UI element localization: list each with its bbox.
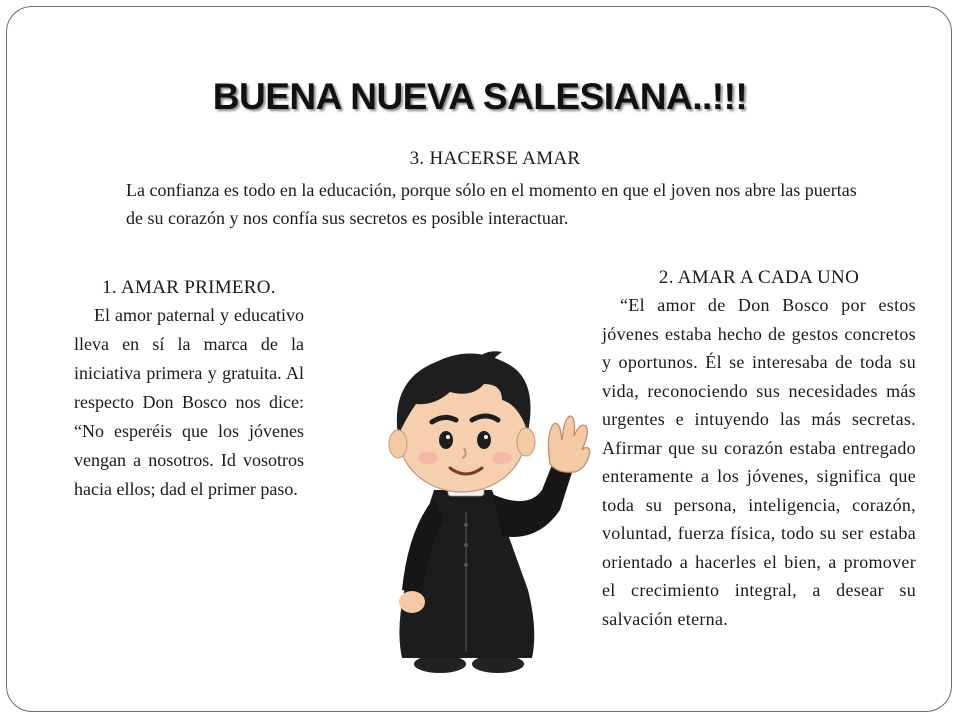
section-3-heading: 3. HACERSE AMAR [409,148,581,169]
section-3-text: La confianza es todo en la educación, porque sólo en el momento en que el joven nos abre las puertas de su corazón y nos confía sus secretos es posible interactuar. [126,180,857,228]
section-1-text: El amor paternal y educativo lleva en sí la marca de la iniciativa primera y gratuita. Al respecto Don Bosco nos dice: “No esperéis que los jóvenes vengan a nosotros. Id vosotros hacia ellos; dad el primer paso. [74,305,304,499]
section-1-heading: 1. AMAR PRIMERO. [102,277,276,298]
section-2-text: “El amor de Don Bosco por estos jóvenes estaba hecho de gestos concretos y oportunos. Él se interesaba de toda su vida, reconociendo sus necesidades más urgentes e intuyendo las más secretas. Afirmar que su corazón estaba entregado enteramente a los jóvenes, significa que toda su persona, inteligencia, corazón, voluntad, fuerza física, todo su ser estaba orientado a hacerles el bien, a promover el crecimiento integral, a desear su salvación eterna. [602,295,916,629]
don-bosco-cartoon-illustration [352,340,592,680]
section-1 [74,277,304,504]
section-2 [602,267,916,633]
slide-title: BUENA NUEVA SALESIANA..!!! [212,76,748,117]
section-2-heading: 2. AMAR A CADA UNO [658,267,860,288]
